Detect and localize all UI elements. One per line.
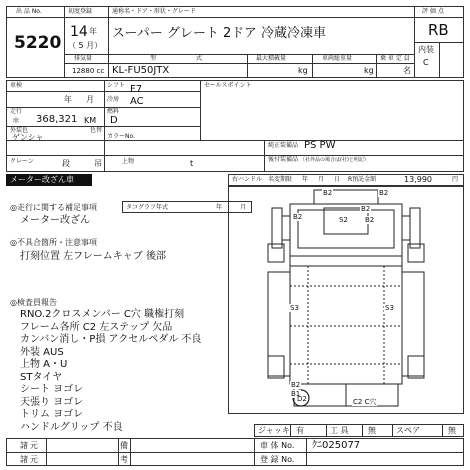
- meter-value: メーター改ざん: [20, 215, 90, 226]
- damage-label: B1: [291, 390, 301, 398]
- recycle-label: 右ハンドル: [232, 176, 263, 183]
- doc-label: 名変期限: [268, 176, 293, 183]
- shoyo-label2: 元: [30, 455, 38, 464]
- inspector-line: 天張り ヨゴレ: [20, 396, 84, 408]
- inspector-line: トリム ヨゴレ: [20, 409, 84, 420]
- shoyo-label: 諸: [20, 455, 28, 464]
- model-value: KL-FU50JTX: [112, 65, 170, 76]
- tacho-label: タコグラフ年式: [126, 204, 169, 211]
- color-label: 外装色: [10, 127, 29, 134]
- color-no-label2: カラーNo.: [107, 133, 135, 140]
- chassis-value: ｸﾆ025077: [312, 440, 361, 451]
- damage-label: S3: [385, 304, 394, 312]
- score-value: RB: [428, 21, 449, 39]
- meter-title: ◎走行に関する補足事項: [10, 203, 97, 212]
- date-year: 年: [302, 176, 309, 183]
- shift-value: F7: [130, 84, 143, 95]
- reg-label: 初度登録: [68, 8, 93, 15]
- displacement-label: 排気量: [74, 55, 93, 62]
- tacho-year: 年: [216, 204, 223, 211]
- damage-label: B2: [379, 189, 389, 197]
- inspector-line: シート ヨゴレ: [20, 384, 84, 395]
- options-note: （社外品の場合は(社)と明記）: [300, 157, 369, 163]
- divider: [6, 107, 200, 108]
- divider: [439, 42, 440, 78]
- max-load-label: 最大積載量: [256, 55, 287, 62]
- capacity-unit: 名: [403, 66, 411, 75]
- interior-label: 内装: [418, 45, 434, 54]
- gross-weight-label: 車両総重量: [322, 55, 353, 62]
- date-month: 月: [318, 176, 325, 183]
- spare-label: スペア: [396, 426, 420, 435]
- defects-title: ◎不具合箇所・注意事項: [10, 238, 97, 247]
- divider: [414, 17, 464, 18]
- damage-label: D2: [297, 395, 307, 403]
- damage-label: S3: [290, 304, 299, 312]
- inspector-line: RNO.2クロスメンバー C穴 職権打刻: [20, 309, 185, 320]
- divider: [247, 54, 248, 78]
- recycle-unit: 円: [452, 176, 459, 183]
- recycle-amount: 13,990: [404, 175, 432, 184]
- crane-hook: 吊: [94, 159, 102, 168]
- lot-number: 5220: [14, 33, 62, 53]
- inspector-title: ◎検査員報告: [10, 298, 57, 307]
- fuel-value: D: [110, 115, 118, 126]
- divider: [6, 155, 464, 156]
- defects-value: 打刻位置 左フレームキャブ 後部: [20, 251, 166, 262]
- equipment-value: PS PW: [304, 140, 336, 151]
- damage-label: C2 C穴: [353, 398, 377, 406]
- sales-point-label: セールスポイント: [204, 82, 252, 89]
- damage-label: S2: [339, 216, 348, 224]
- cooler-label: 冷房: [107, 96, 120, 103]
- divider: [312, 54, 313, 78]
- color-value: ゲンシャ: [12, 133, 44, 142]
- divider: [64, 63, 414, 64]
- divider: [6, 140, 464, 141]
- divider: [108, 54, 109, 78]
- cooler-value: AC: [130, 96, 144, 107]
- spare-value: 無: [448, 426, 456, 435]
- vehicle-name: スーパー グレート 2ドア 冷蔵冷凍車: [112, 26, 326, 41]
- bunrui-label2: 考: [120, 455, 128, 464]
- divider: [64, 17, 414, 18]
- damage-label: B2: [291, 381, 301, 389]
- fuel-label: 燃料: [107, 108, 120, 115]
- divider: [108, 6, 109, 54]
- inspection-label: 車検: [10, 82, 23, 89]
- inspector-line: 上物 A・U: [20, 359, 68, 370]
- inspector-line: フレーム各所 C2 左ステップ 欠品: [20, 321, 173, 333]
- mileage-unit: KM: [84, 116, 97, 125]
- options-label: 後付装備品: [268, 156, 299, 163]
- lift-label: 上物: [122, 158, 135, 165]
- model-suffix: 式: [196, 55, 203, 62]
- damage-label: B2: [323, 189, 333, 197]
- color-no-label: 色替: [90, 127, 103, 134]
- model-label: 型: [150, 55, 157, 62]
- max-load-unit: kg: [298, 66, 308, 75]
- divider: [200, 80, 201, 140]
- capacity-label: 乗 車 定 員: [380, 55, 410, 62]
- recycle-deposit-label: R預託金額: [348, 176, 377, 183]
- mileage-value: 368,321: [36, 114, 78, 125]
- tacho-month: 月: [240, 204, 247, 211]
- damage-label: B2: [293, 213, 303, 221]
- date-day: 日: [334, 176, 341, 183]
- lift-unit: t: [190, 159, 194, 168]
- inspector-lines: [20, 309, 201, 434]
- equipment-label: 純正装備品: [268, 142, 299, 149]
- regno-label: 登 録 No.: [260, 455, 295, 464]
- shift-label: シフト: [107, 82, 126, 89]
- divider: [376, 54, 377, 78]
- interior-value: C: [423, 58, 429, 67]
- chassis-label: 車 体 No.: [260, 441, 295, 450]
- tool-value: 無: [368, 426, 376, 435]
- reg-month: （ 5 月）: [68, 41, 103, 50]
- jack-value: 有: [296, 426, 304, 435]
- lot-label: 出 品 No.: [16, 8, 42, 15]
- jack-label: ジャッキ: [258, 426, 290, 435]
- inspector-line: STタイヤ: [20, 371, 63, 383]
- mileage-prefix: ＊: [12, 116, 20, 125]
- inspection-year: 年: [64, 95, 72, 104]
- reg-year: 14: [70, 24, 88, 40]
- inspector-line: ハンドルグリップ 不良: [20, 421, 123, 433]
- displacement-value: 12880 cc: [72, 67, 105, 75]
- tool-label: 工 具: [330, 426, 349, 435]
- inspector-line: カンバン消し・P損 アクセルペダル 不良: [20, 334, 202, 345]
- inspection-month: 月: [86, 95, 94, 104]
- divider: [264, 140, 265, 172]
- crane-label: クレーン: [10, 158, 34, 165]
- damage-label: B2: [361, 205, 371, 213]
- damage-label: B2: [365, 216, 375, 224]
- shoyo-label2: 元: [30, 441, 38, 450]
- name-label: 通称名・ドア・形状・グレード: [112, 8, 196, 15]
- divider: [64, 54, 414, 55]
- divider: [6, 91, 200, 92]
- inspector-line: 外装 AUS: [20, 346, 64, 358]
- crane-step: 段: [62, 159, 70, 168]
- reg-year-unit: 年: [89, 27, 97, 36]
- mileage-label: 走行: [10, 108, 23, 115]
- divider: [6, 126, 200, 127]
- shoyo-label: 諸: [20, 441, 28, 450]
- remarks-header-text: メーター改ざん車: [10, 175, 74, 184]
- gross-weight-unit: kg: [364, 66, 374, 75]
- divider: [6, 17, 64, 18]
- score-label: 評 価 点: [422, 8, 444, 15]
- bunrui-label: 備: [120, 441, 128, 450]
